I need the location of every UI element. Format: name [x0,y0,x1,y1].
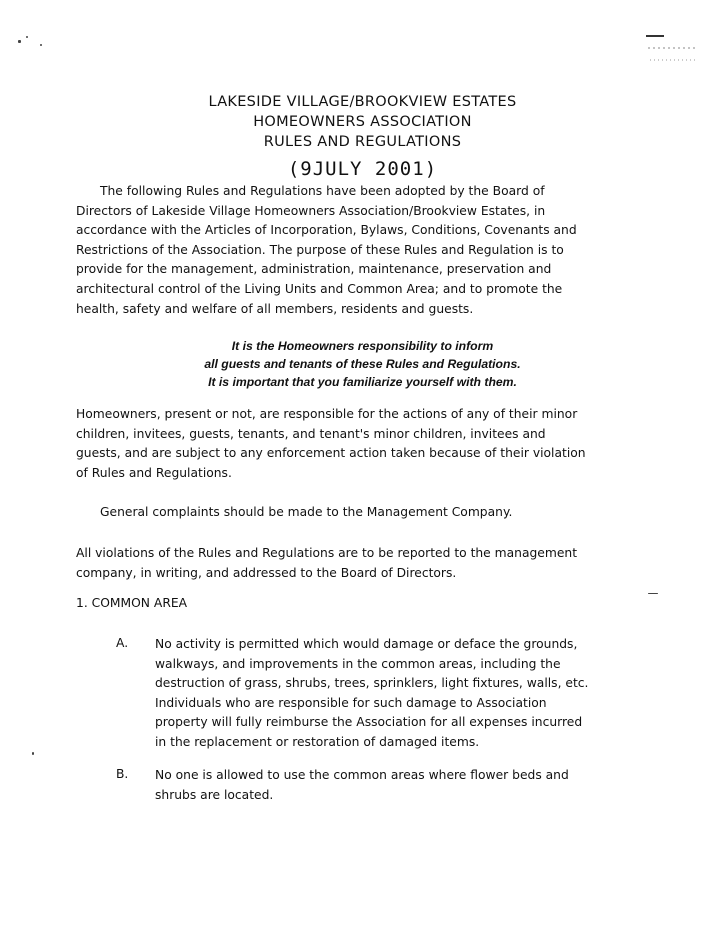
violations-paragraph: All violations of the Rules and Regulations are to be reported to the management company, in writing, and addressed to the Board of Directors. [76,546,578,580]
notice-line-2: all guests and tenants of these Rules and Regulations. [204,357,521,371]
scan-speck [648,593,658,594]
scan-speck [18,40,21,43]
scan-noise-marks [640,32,700,66]
item-b-letter: B. [116,767,129,781]
item-a-letter: A. [116,636,129,650]
document-title [0,92,725,152]
title-line-3: RULES AND REGULATIONS [263,134,462,150]
complaints-paragraph: General complaints should be made to the Management Company. [100,505,513,519]
item-b-text: No one is allowed to use the common areas where flower beds and shrubs are located. [155,768,569,802]
responsibility-notice [0,337,725,391]
section-heading-common-area: 1. COMMON AREA [76,596,188,610]
intro-paragraph: The following Rules and Regulations have been adopted by the Board of Directors of Lakeside Village Homeowners Association/Brookview Estates, in accordance with the Articles of Incorporation, Bylaws, Conditions, Covenants and Restrictions of the Association. The purpose of these Rules and Regulation is to provide for the management, administration, maintenance, preservation and architectural control of the Living Units and Common Area; and to promote the health, safety and welfare of all members, residents and guests. [76,184,577,316]
scan-speck [32,752,34,755]
scan-speck [26,36,28,38]
homeowner-responsibility-paragraph: Homeowners, present or not, are responsible for the actions of any of their minor children, invitees, guests, tenants, and tenant's minor children, invitees and guests, and are subject to any enforcement action taken because of their violation of Rules and Regulations. [76,407,586,480]
notice-line-1: It is the Homeowners responsibility to inform [231,339,494,353]
handwritten-date: (9JULY 2001) [287,158,438,180]
title-line-2: HOMEOWNERS ASSOCIATION [253,114,472,130]
notice-line-3: It is important that you familiarize yourself with them. [208,375,517,389]
item-a-text: No activity is permitted which would damage or deface the grounds, walkways, and improvements in the common areas, including the destruction of grass, shrubs, trees, sprinklers, light fixtures, walls, etc. Individuals who are responsible for such damage to Association property will fully reimburse the Association for all expenses incurred in the replacement or restoration of damaged items. [155,637,589,749]
title-line-1: LAKESIDE VILLAGE/BROOKVIEW ESTATES [208,94,517,110]
scan-speck [40,44,42,46]
